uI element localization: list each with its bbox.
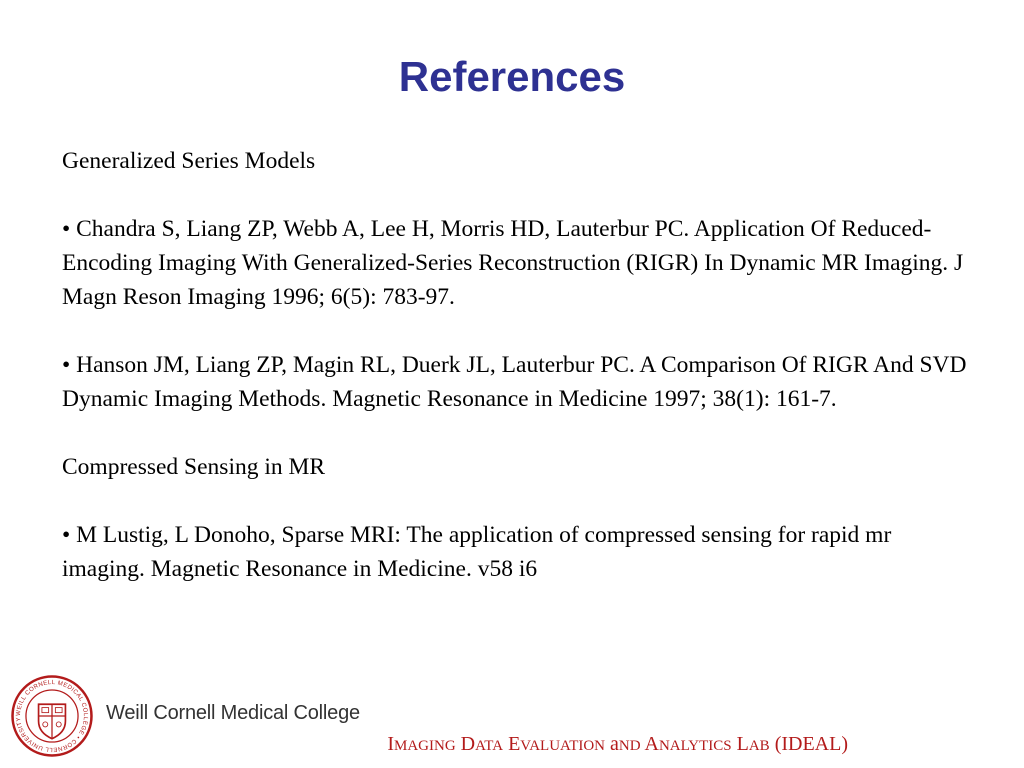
cornell-seal-logo	[10, 674, 94, 758]
slide-title: References	[398, 53, 626, 100]
seal-text: WEILL CORNELL MEDICAL COLLEGE • CORNELL UNIVERSITY	[15, 680, 88, 752]
section-heading-compressed-sensing: Compressed Sensing in MR	[62, 454, 326, 480]
section-heading-generalized-series: Generalized Series Models	[62, 148, 316, 174]
lab-name: IMAGING DATA EVALUATION aND ANALYTICS LAB (IDEAL)	[387, 733, 848, 755]
spacer	[62, 178, 972, 212]
references-body	[62, 144, 972, 586]
reference-hanson: • Hanson JM, Liang ZP, Magin RL, Duerk JL, Lauterbur PC. A Comparison Of RIGR And SVD Dynamic Imaging Methods. Magnetic Resonance in Medicine 1997; 38(1): 161-7.	[62, 352, 967, 412]
reference-chandra: • Chandra S, Liang ZP, Webb A, Lee H, Morris HD, Lauterbur PC. Application Of Reduced-Encoding Imaging With Generalized-Series Reconstruction (RIGR) In Dynamic MR Imaging. J Magn Reson Imaging 1996; 6(5): 783-97.	[62, 216, 964, 310]
spacer	[62, 314, 972, 348]
reference-lustig: • M Lustig, L Donoho, Sparse MRI: The application of compressed sensing for rapid mr imaging. Magnetic Resonance in Medicine. v58 i6	[62, 522, 892, 582]
college-name: Weill Cornell Medical College	[106, 702, 360, 724]
spacer	[62, 416, 972, 450]
spacer	[62, 484, 972, 518]
